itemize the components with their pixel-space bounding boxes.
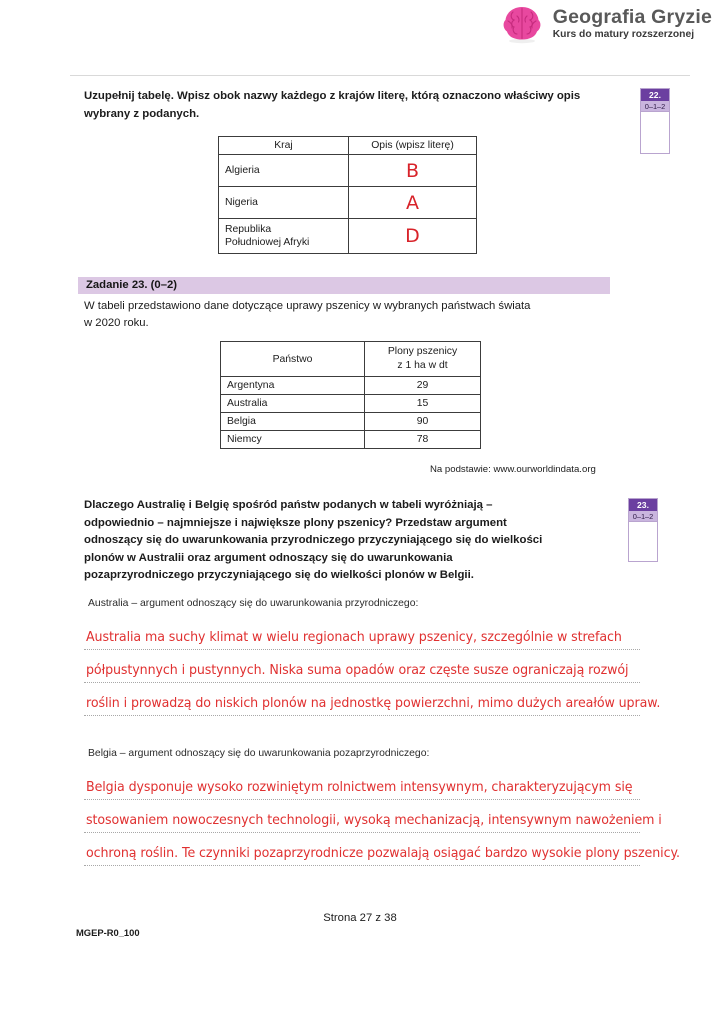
footer-document-code: MGEP-R0_100 xyxy=(76,927,140,938)
cell-country: Argentyna xyxy=(221,377,365,395)
handwritten-answer-line: Australia ma suchy klimat w wielu regionach uprawy pszenicy, szczególnie w strefach xyxy=(86,629,622,645)
brand-header xyxy=(500,4,712,44)
task23-question-line: odnoszący się do uwarunkowania przyrodniczego przyczyniającego się do wielkości xyxy=(84,534,543,547)
brain-icon xyxy=(500,4,544,44)
table-wheat-yields xyxy=(220,341,481,449)
cell-country: Belgia xyxy=(221,413,365,431)
cell-country-line2: Południowej Afryki xyxy=(225,237,310,248)
column-header-country: Państwo xyxy=(221,342,365,377)
handwritten-answer-line: półpustynnych i pustynnych. Niska suma opadów oraz częste susze ograniczają rozwój xyxy=(86,662,629,678)
score-box-23-blank[interactable] xyxy=(629,522,657,561)
table-row xyxy=(221,395,481,413)
table-header-row xyxy=(221,342,481,377)
answer-area-australia[interactable] xyxy=(84,620,661,730)
answer-area-belgia[interactable] xyxy=(84,770,680,880)
column-header-description: Opis (wpisz literę) xyxy=(349,137,477,155)
task23-question xyxy=(84,497,604,585)
table-header-row xyxy=(219,137,477,155)
cell-country: Nigeria xyxy=(219,187,349,219)
table-row xyxy=(219,219,477,254)
column-header-country: Kraj xyxy=(219,137,349,155)
score-box-23 xyxy=(628,498,658,562)
score-box-22-number: 22. xyxy=(641,89,669,101)
answer-label-belgia: Belgia – argument odnoszący się do uwarunkowania pozaprzyrodniczego: xyxy=(88,748,430,759)
table-row xyxy=(219,155,477,187)
task23-intro-line2: w 2020 roku. xyxy=(84,317,149,329)
column-header-yield-line2: z 1 ha w dt xyxy=(397,360,448,371)
column-header-yield xyxy=(365,342,481,377)
cell-country: Australia xyxy=(221,395,365,413)
task23-question-line: pozaprzyrodniczego przyczyniającego się do wielkości plonów w Belgii. xyxy=(84,569,474,582)
answer-ruled-line xyxy=(84,682,640,683)
cell-yield-value: 29 xyxy=(365,377,481,395)
table-row xyxy=(219,187,477,219)
table-countries xyxy=(218,136,477,254)
table-row xyxy=(221,377,481,395)
answer-label-australia: Australia – argument odnoszący się do uwarunkowania przyrodniczego: xyxy=(88,598,419,609)
handwritten-answer-line: ochroną roślin. Te czynniki pozaprzyrodnicze pozwalają osiągać bardzo wysokie plony pszenicy. xyxy=(86,845,680,861)
header-divider xyxy=(70,75,690,76)
table-row xyxy=(221,413,481,431)
task23-question-line: odpowiednio – najmniejsze i największe plony pszenicy? Przedstaw argument xyxy=(84,516,507,529)
task23-intro-line1: W tabeli przedstawiono dane dotyczące uprawy pszenicy w wybranych państwach świata xyxy=(84,300,531,312)
task22-instruction: Uzupełnij tabelę. Wpisz obok nazwy każdego z krajów literę, którą oznaczono właściwy opis wybrany z podanych. xyxy=(84,90,581,120)
answer-ruled-line xyxy=(84,799,640,800)
score-box-23-number: 23. xyxy=(629,499,657,511)
cell-answer-letter[interactable]: A xyxy=(349,187,477,219)
score-box-22 xyxy=(640,88,670,154)
footer-page-number: Strona 27 z 38 xyxy=(323,912,397,924)
handwritten-answer-line: roślin i prowadzą do niskich plonów na jednostkę powierzchni, mimo dużych areałów upraw. xyxy=(86,695,661,711)
handwritten-answer-line: Belgia dysponuje wysoko rozwiniętym rolnictwem intensywnym, charakteryzującym się xyxy=(86,779,633,795)
cell-country xyxy=(219,219,349,254)
answer-ruled-line xyxy=(84,832,640,833)
cell-country: Algieria xyxy=(219,155,349,187)
cell-answer-letter[interactable]: B xyxy=(349,155,477,187)
brand-subtitle: Kurs do matury rozszerzonej xyxy=(552,29,695,41)
cell-yield-value: 78 xyxy=(365,431,481,449)
task23-question-line: plonów w Australii oraz argument odnoszący się do uwarunkowania xyxy=(84,551,453,564)
column-header-yield-line1: Plony pszenicy xyxy=(387,346,458,357)
task23-question-line: Dlaczego Australię i Belgię spośród państw podanych w tabeli wyróżniają – xyxy=(84,499,493,511)
brand-title: Geografia Gryzie xyxy=(552,5,712,28)
score-box-22-range: 0–1–2 xyxy=(641,101,669,112)
cell-country-line1: Republika xyxy=(225,224,272,235)
cell-yield-value: 15 xyxy=(365,395,481,413)
table-row xyxy=(221,431,481,449)
cell-yield-value: 90 xyxy=(365,413,481,431)
score-box-23-range: 0–1–2 xyxy=(629,511,657,522)
answer-ruled-line xyxy=(84,649,640,650)
answer-ruled-line xyxy=(84,715,640,716)
handwritten-answer-line: stosowaniem nowoczesnych technologii, wysoką mechanizacją, intensywnym nawożeniem i xyxy=(86,812,662,828)
answer-ruled-line xyxy=(84,865,640,866)
task23-banner: Zadanie 23. (0–2) xyxy=(78,277,610,294)
table-source-note: Na podstawie: www.ourworldindata.org xyxy=(430,464,596,475)
score-box-22-blank[interactable] xyxy=(641,112,669,153)
cell-country: Niemcy xyxy=(221,431,365,449)
cell-answer-letter[interactable]: D xyxy=(349,219,477,254)
